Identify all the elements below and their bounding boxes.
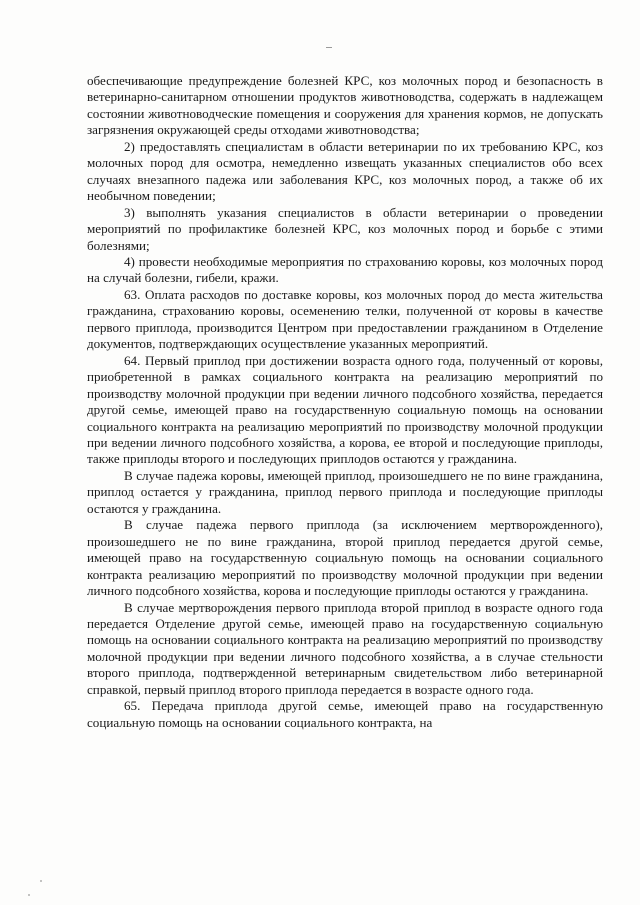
paragraph-64-case-3: В случае мертворождения первого приплода второй приплод в возрасте одного года передается Отделение другой семье, имеющей право на государственную социальную помощь на основании социального контракта на реализацию мероприятий по производству молочной продукции при ведении личного подсобного хозяйства, а в случае стельности второго приплода, подтвержденной ветеринарным свидетельством либо ветеринарной справкой, первый приплод второго приплода передается в возрасте одного года. bbox=[87, 599, 603, 697]
scan-speck bbox=[40, 880, 42, 882]
paragraph-64-case-1: В случае падежа коровы, имеющей приплод, произошедшего не по вине гражданина, приплод остается у гражданина, приплод первого приплода и последующие приплоды остаются у гражданина. bbox=[87, 467, 603, 516]
paragraph-64: 64. Первый приплод при достижении возраста одного года, полученный от коровы, приобретенной в рамках социального контракта на реализацию мероприятий по производству молочной продукции при ведении личного подсобного хозяйства, передается другой семье, имеющей право на государственную социальную помощь на основании социального контракта на реализацию мероприятий по производству молочной продукции при ведении личного подсобного хозяйства, а корова, ее второй и последующие приплоды, также приплоды второго и последующих приплодов остаются у гражданина. bbox=[87, 352, 603, 467]
paragraph-65: 65. Передача приплода другой семье, имеющей право на государственную социальную помощь на основании социального контракта, на bbox=[87, 698, 603, 730]
paragraph-4: 4) провести необходимые мероприятия по страхованию коровы, коз молочных пород на случай болезни, гибели, кражи. bbox=[87, 253, 603, 286]
paragraph-63: 63. Оплата расходов по доставке коровы, коз молочных пород до места жительства гражданина, страхованию коровы, осеменению телки, полученной от коровы в качестве первого приплода, производится Центром при предоставлении гражданином в Отделение документов, подтверждающих осуществление указанных мероприятий. bbox=[87, 286, 603, 352]
paragraph-64-case-2: В случае падежа первого приплода (за исключением мертворожденного), произошедшего не по вине гражданина, второй приплод передается другой семье, имеющей право на государственную социальную помощь на основании социального контракта реализацию мероприятий по производству молочной продукции при ведении личного подсобного хозяйства, корова и последующие приплоды остаются у гражданина. bbox=[87, 517, 603, 599]
paragraph-3: 3) выполнять указания специалистов в области ветеринарии о проведении мероприятий по профилактике болезней КРС, коз молочных пород и борьбе с этими болезнями; bbox=[87, 204, 603, 253]
scan-mark bbox=[326, 47, 332, 48]
paragraph-2: 2) предоставлять специалистам в области ветеринарии по их требованию КРС, коз молочных пород для осмотра, немедленно извещать указанных специалистов обо всех случаях внезапного падежа или заболевания КРС, коз молочных пород, а также об их необычном поведении; bbox=[87, 138, 603, 204]
scan-speck bbox=[28, 894, 30, 896]
document-body bbox=[87, 73, 603, 731]
paragraph-1: обеспечивающие предупреждение болезней КРС, коз молочных пород и безопасность в ветеринарно-санитарном отношении продуктов животноводства, содержать в надлежащем состоянии животноводческие помещения и сооружения для хранения кормов, не допускать загрязнения окружающей среды отходами животноводства; bbox=[87, 73, 603, 138]
